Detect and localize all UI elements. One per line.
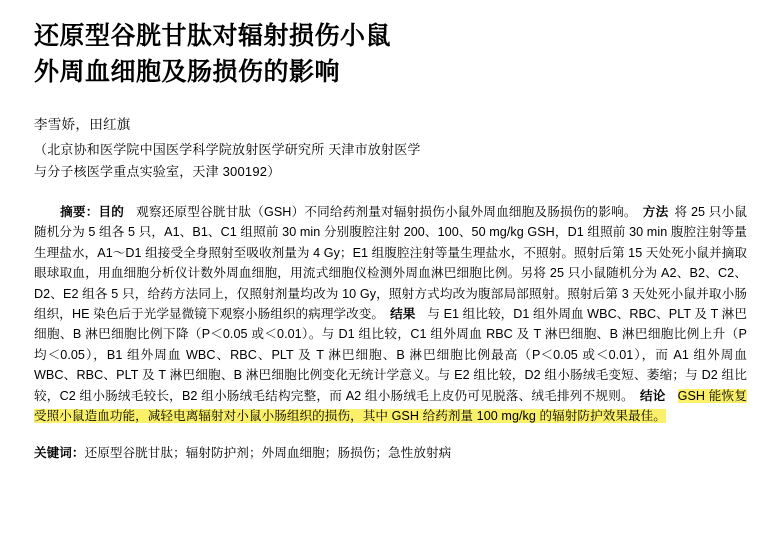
results-label: 结果 [390, 306, 416, 321]
conclusion-label: 结论 [639, 388, 666, 403]
keywords-text: 还原型谷胱甘肽；辐射防护剂；外周血细胞；肠损伤；急性放射病 [84, 446, 452, 461]
abstract-label: 摘要： [60, 205, 99, 219]
objective-label: 目的 [98, 205, 125, 219]
methods-label: 方法 [642, 205, 669, 219]
keywords-label: 关键词： [34, 446, 85, 461]
author-list: 李雪娇，田红旗 [34, 116, 131, 132]
title-line-2: 外周血细胞及肠损伤的影响 [34, 58, 341, 87]
affiliation [34, 139, 747, 185]
affiliation-line-1: （北京协和医学院中国医学科学院放射医学研究所 天津市放射医学 [34, 141, 421, 157]
page-title [34, 18, 747, 91]
affiliation-line-2: 与分子核医学重点实验室，天津 300192） [34, 164, 281, 180]
keywords-section [34, 442, 747, 461]
methods-text: 将 25 只小鼠随机分为 5 组各 5 只，A1、B1、C1 组照前 30 min 分别腹腔注射 200、100、50 mg/kg GSH，D1 组照前 30 min 腹腔注射等量生理盐水，A1～D1 组接受全身照射至吸收剂量为 4 Gy；E1 组腹腔注射等量生理盐水，不照射。照射后第 15 天处死小鼠并摘取眼球取血，用血细胞分析仪计数外周血细胞，用流式细胞仪检测外周血淋巴细胞比例。另将 25 只小鼠随机分为 A2、B2、C2、D2、E2 组各 5 只，给药方法同上，仅照射剂量均改为 10 Gy，照射方式均改为腹部局部照射。照射后第 3 天处死小鼠并取小肠组织，HE 染色后于光学显微镜下观察小肠组织的病理学改变。 [34, 205, 747, 321]
conclusion-text-highlighted: GSH 能恢复受照小鼠造血功能，减轻电离辐射对小鼠小肠组织的损伤，其中 GSH 给药剂量 100 mg/kg 的辐射防护效果最佳。 [34, 388, 747, 423]
abstract-paragraph [34, 202, 747, 426]
results-text: 与 E1 组比较，D1 组外周血 WBC、RBC、PLT 及 T 淋巴细胞、B 淋巴细胞比例下降（P＜0.05 或＜0.01）。与 D1 组比较，C1 组外周血 RBC 及 T 淋巴细胞、B 淋巴细胞比例上升（P 均＜0.05），B1 组外周血 WBC、RBC、PLT 及 T 淋巴细胞、B 淋巴细胞比例最高（P＜0.05 或＜0.01），而 A1 组外周血 WBC、RBC、PLT 及 T 淋巴细胞、B 淋巴细胞比例变化无统计学意义。与 E2 组比较，D2 组小肠绒毛变短、萎缩；与 D2 组比较，C2 组小肠绒毛较长，B2 组小肠绒毛结构完整，而 A2 组小肠绒毛上皮仍可见脱落、绒毛排列不规则。 [34, 306, 747, 403]
abstract-section [34, 202, 747, 426]
title-line-1: 还原型谷胱甘肽对辐射损伤小鼠 [34, 22, 392, 50]
objective-text: 观察还原型谷胱甘肽（GSH）不同给药剂量对辐射损伤小鼠外周血细胞及肠损伤的影响。 [136, 205, 637, 219]
